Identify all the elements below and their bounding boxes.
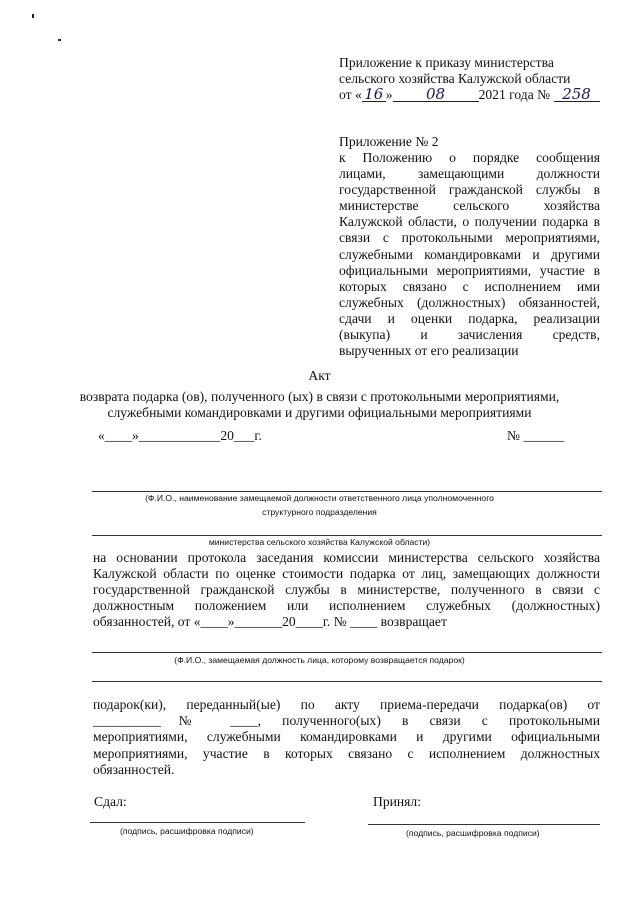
recipient-line bbox=[92, 652, 602, 653]
paragraph-line: __________№ ____, полученного(ых) в связи с протокольными bbox=[93, 713, 600, 729]
return-basis-paragraph bbox=[93, 550, 600, 630]
date-mid: » bbox=[385, 87, 393, 102]
scan-speck bbox=[32, 14, 34, 18]
date-suffix: 2021 года № bbox=[478, 87, 551, 102]
order-day-handwritten: 16 bbox=[362, 87, 386, 102]
paragraph-line: Калужской области по оценке стоимости подарка от лиц, замещающих должности bbox=[93, 565, 600, 581]
paragraph-line: мероприятиями, служебными командировками и другими официальными bbox=[93, 729, 600, 745]
handed-over-label: Сдал: bbox=[94, 794, 127, 809]
responsible-caption-2: структурного подразделения bbox=[262, 507, 377, 517]
appendix-line: Калужской области, о получении подарка в bbox=[339, 214, 600, 230]
received-label: Принял: bbox=[373, 794, 421, 809]
order-number-handwritten: 258 bbox=[554, 87, 600, 102]
appendix-line: служебных (должностных) обязанностей, bbox=[339, 294, 600, 310]
act-date-field: «____»____________20___г. bbox=[98, 428, 262, 443]
paragraph-line: обязанностей, от «____»_______20____г. № ____ возвращает bbox=[93, 613, 447, 629]
appendix-line: служебными командировками и другими bbox=[339, 246, 600, 262]
act-subtitle-2: служебными командировками и другими официальными мероприятиями bbox=[107, 405, 532, 420]
order-date-line bbox=[339, 87, 600, 102]
responsible-department-line bbox=[92, 535, 602, 536]
appendix-line: министерстве сельского хозяйства bbox=[339, 198, 600, 214]
paragraph-line: государственной гражданской службы в министерстве, полученного в связи с bbox=[93, 581, 600, 597]
paragraph-line: мероприятиями, участие в которых связано с исполнением должностных bbox=[93, 745, 600, 761]
paragraph-line: на основании протокола заседания комиссии министерства сельского хозяйства bbox=[93, 550, 600, 565]
responsible-caption-3: министерства сельского хозяйства Калужской области) bbox=[208, 537, 431, 547]
appendix-line: официальными мероприятиями, участие в bbox=[339, 262, 600, 278]
received-caption: (подпись, расшифровка подписи) bbox=[406, 828, 540, 838]
appendix-line: (выкупа) и зачисления средств, bbox=[339, 327, 600, 343]
date-prefix: от « bbox=[339, 87, 362, 102]
appendix-text bbox=[339, 150, 600, 359]
received-signature-line bbox=[368, 824, 600, 825]
act-title: Акт bbox=[308, 368, 331, 383]
act-number-field: № ______ bbox=[507, 428, 565, 443]
header-line-2: сельского хозяйства Калужской области bbox=[339, 71, 571, 86]
header-line-1: Приложение к приказу министерства bbox=[339, 55, 554, 70]
appendix-line: вырученных от его реализации bbox=[339, 343, 519, 359]
appendix-line: к Положению о порядке сообщения bbox=[339, 150, 600, 165]
paragraph-line: подарок(ки), переданный(ые) по акту приема-передачи подарка(ов) от bbox=[93, 697, 600, 712]
responsible-person-line bbox=[92, 491, 602, 492]
appendix-line: государственной гражданской службы в bbox=[339, 182, 600, 198]
recipient-line-2 bbox=[92, 681, 602, 682]
act-subtitle-1: возврата подарка (ов), полученного (ых) в связи с протокольными мероприятиями, bbox=[79, 389, 560, 404]
scan-speck bbox=[58, 39, 61, 41]
paragraph-line: обязанностей. bbox=[93, 761, 175, 777]
responsible-caption-1: (Ф.И.О., наименование замещаемой должности ответственного лица уполномоченного bbox=[145, 493, 494, 503]
appendix-line: связи с протокольными мероприятиями, bbox=[339, 230, 600, 246]
paragraph-line: должностным положением или исполнением служебных (должностных) bbox=[93, 597, 600, 613]
recipient-caption: (Ф.И.О., замещаемая должность лица, которому возвращается подарок) bbox=[174, 655, 465, 665]
order-month-handwritten: 08 bbox=[393, 87, 479, 102]
appendix-line: которых связано с исполнением ими bbox=[339, 278, 600, 294]
gift-paragraph bbox=[93, 697, 600, 778]
appendix-line: лицами, замещающими должности bbox=[339, 166, 600, 182]
appendix-line: сдачи и оценки подарка, реализации bbox=[339, 310, 600, 326]
handed-over-caption: (подпись, расшифровка подписи) bbox=[120, 826, 254, 836]
handed-over-signature-line bbox=[90, 822, 305, 823]
appendix-title: Приложение № 2 bbox=[339, 134, 439, 149]
